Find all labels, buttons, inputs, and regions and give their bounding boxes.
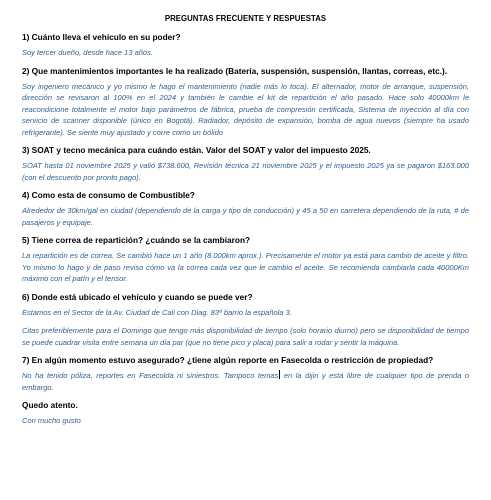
question-3: 3) SOAT y tecno mecánica para cuándo están. Valor del SOAT y valor del impuesto 2025. xyxy=(22,145,371,155)
question-7: 7) En algún momento estuvo asegurado? ¿tiene algún reporte en Fasecolda o restricción de propiedad? xyxy=(22,355,434,365)
answer-7: No ha tenido póliza, reportes en Fasecolda ni siniestros. Tampoco temas en la dijin y está libre de cualquier tipo de prenda o embargo. xyxy=(22,371,469,392)
answer-6b: Citas preferiblemente para el Domingo que tengo más disponibilidad de tiempo (solo horario diurno) pero se disponibilidad de tiempo se puede cuadrar visita entre semana un día par (que no tiene pico y placa) para salir a rodar y sentir la máquina. xyxy=(22,326,469,347)
answer-3: SOAT hasta 01 noviembre 2025 y valió $738.600, Revisión técnica 21 noviembre 2025 y el impuesto 2025 ya se pagaron $163.000 (con el descuento por pronto pago). xyxy=(22,161,469,182)
closing-line: Quedo atento. xyxy=(22,400,78,410)
question-6: 6) Donde está ubicado el vehículo y cuando se puede ver? xyxy=(22,291,253,302)
document-title: PREGUNTAS FRECUENTE Y RESPUESTAS xyxy=(164,14,327,23)
answer-4: Alrededor de 30km/gal en ciudad (dependiendo de la carga y tipo de conducción) y 45 a 50 en carretera dependiendo de la ruta, # de pasajeros y equipaje. xyxy=(22,206,469,227)
question-1: 1) Cuánto lleva el vehículo en su poder? xyxy=(22,32,181,42)
question-5: 5) Tiene correa de repartición? ¿cuándo se la cambiaron? xyxy=(22,235,251,245)
question-4: 4) Como esta de consumo de Combustible? xyxy=(22,190,195,200)
closing-signoff: Con mucho gusto xyxy=(22,416,81,425)
answer-5: La repartición es de correa. Se cambió hace un 1 año (8.000km aprox.). Precisamente el motor ya está para cambio de aceite y filtro. Yo mismo lo hago y de paso reviso cómo va la correa cada vez que le cambio el aceite. Se recomienda cambiarla cada 40000Km máximo con el patín y el tensor. xyxy=(22,251,469,283)
question-2: 2) Que mantenimientos importantes le ha realizado (Batería, suspensión, suspensión, llantas, correas, etc.). xyxy=(22,65,448,76)
answer-2: Soy ingeniero mecánico y yo mismo le hago el mantenimiento (nadie más lo toca). El alternador, motor de arranque, suspensión, dirección se revisaron al 100% en el 2024 y también le cambie el kit de repartición el año pasado. Hace solo 40000km le reacondicione totalmente el motor bajo parámetros de fábrica, prueba de compresión certificada, Sistema de inyección al día con servicio de scanner disponible (único en Bogotá). Radiador, depósito de expansión, bomba de agua nuevos (siempre ha usado refrigerante). Se siente muy ajustado y corre como un bólido xyxy=(22,81,469,137)
answer-6a: Estamos en el Sector de la Av. Ciudad de Cali con Diag. 83ª barrio la española 3. xyxy=(22,307,292,317)
answer-1: Soy tercer dueño, desde hace 13 años. xyxy=(22,48,153,57)
text-cursor xyxy=(279,370,280,379)
